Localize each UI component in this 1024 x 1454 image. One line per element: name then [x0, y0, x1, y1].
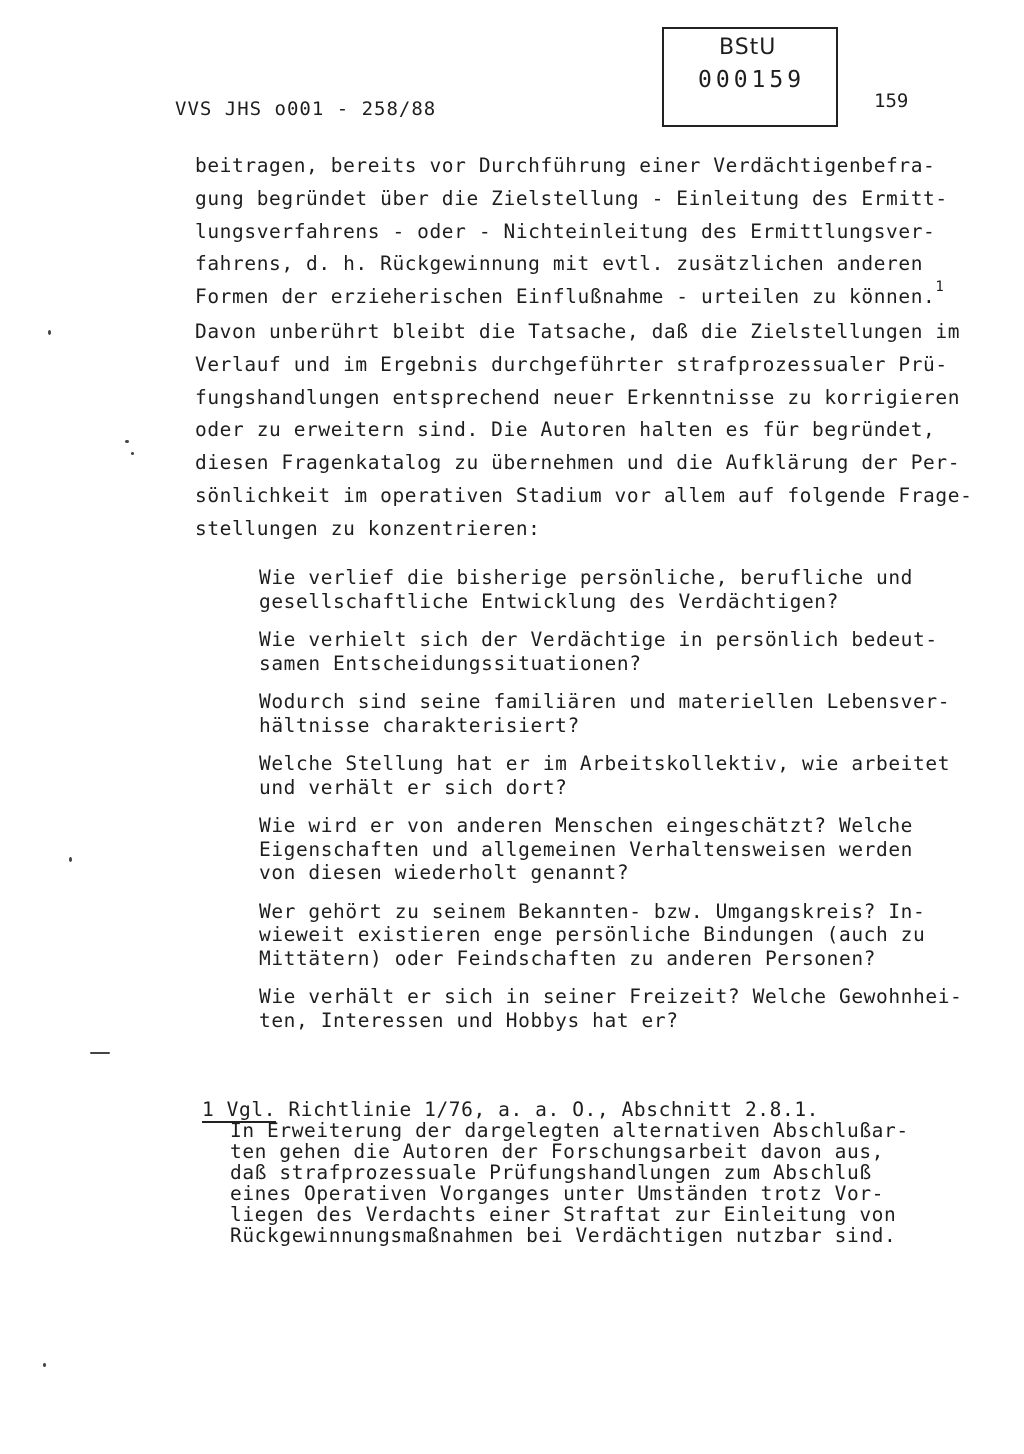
scan-speck	[43, 1363, 46, 1367]
footnote-line: ten gehen die Autoren der Forschungsarbeit davon aus,	[230, 1140, 885, 1163]
body-line: fungshandlungen entsprechend neuer Erkenntnisse zu korrigieren	[195, 385, 961, 409]
stamp-label: BStU	[719, 35, 777, 60]
question-line: wieweit existieren enge persönliche Bindungen (auch zu	[259, 923, 926, 946]
footnote-line: eines Operativen Vorganges unter Umständen trotz Vor-	[230, 1182, 885, 1205]
question-list	[259, 566, 999, 1047]
question-line: ten, Interessen und Hobbys hat er?	[259, 1008, 679, 1032]
question-item	[259, 985, 999, 1032]
question-item	[259, 752, 999, 799]
question-item	[259, 566, 999, 613]
body-line: beitragen, bereits vor Durchführung einer Verdächtigenbefra-	[195, 154, 936, 177]
body-line: Davon unberührt bleibt die Tatsache, daß die Zielstellungen im	[195, 319, 961, 343]
body-line: oder zu erweitern sind. Die Autoren halten es für begründet,	[195, 418, 936, 442]
body-line: sönlichkeit im operativen Stadium vor allem auf folgende Frage-	[195, 483, 973, 507]
question-line: Eigenschaften und allgemeinen Verhaltensweisen werden	[259, 837, 914, 861]
question-line: von diesen wiederholt genannt?	[259, 861, 630, 884]
question-line: und verhält er sich dort?	[259, 775, 568, 799]
page-number: 159	[874, 90, 909, 112]
body-line-text: Formen der erzieherischen Einflußnahme - urteilen zu können.	[195, 285, 936, 309]
body-line: stellungen zu konzentrieren:	[195, 516, 541, 540]
question-item	[259, 628, 999, 675]
scan-speck	[125, 440, 129, 443]
scan-speck	[69, 857, 72, 862]
question-line: Welche Stellung hat er im Arbeitskollektiv, wie arbeitet	[259, 752, 951, 775]
question-line: Wie verhält er sich in seiner Freizeit? Welche Gewohnhei-	[259, 985, 963, 1008]
footnote-first-line	[202, 1099, 962, 1120]
question-line: Wodurch sind seine familiären und materiellen Lebensver-	[259, 690, 951, 713]
question-line: Wie verhielt sich der Verdächtige in persönlich bedeut-	[259, 628, 938, 651]
footnote-citation: Richtlinie 1/76, a. a. O., Abschnitt 2.8.1.	[276, 1098, 820, 1121]
stamp-number: 000159	[698, 67, 806, 93]
footnote-line: daß strafprozessuale Prüfungshandlungen zum Abschluß	[230, 1161, 872, 1184]
body-paragraph	[195, 150, 995, 546]
footnote-line: liegen des Verdachts einer Straftat zur Einleitung von	[230, 1203, 897, 1226]
question-item	[259, 814, 999, 885]
question-line: Wer gehört zu seinem Bekannten- bzw. Umgangskreis? In-	[259, 899, 926, 923]
question-line: hältnisse charakterisiert?	[259, 713, 580, 737]
question-line: gesellschaftliche Entwicklung des Verdächtigen?	[259, 589, 839, 613]
body-line	[195, 281, 995, 316]
archive-stamp	[662, 27, 838, 127]
question-line: samen Entscheidungssituationen?	[259, 651, 642, 675]
scan-speck	[131, 452, 134, 455]
scan-speck	[90, 1052, 110, 1054]
body-line: diesen Fragenkatalog zu übernehmen und die Aufklärung der Per-	[195, 451, 961, 475]
footnote	[202, 1099, 962, 1246]
footnote-marker: 1 Vgl.	[202, 1098, 277, 1121]
footnote-line: Rückgewinnungsmaßnahmen bei Verdächtigen nutzbar sind.	[230, 1224, 897, 1247]
body-line: Verlauf und im Ergebnis durchgeführter strafprozessualer Prü-	[195, 352, 948, 376]
footnote-line: In Erweiterung der dargelegten alternativen Abschlußar-	[230, 1119, 909, 1142]
body-line: gung begründet über die Zielstellung - Einleitung des Ermitt-	[195, 186, 948, 210]
question-item	[259, 690, 999, 737]
body-line: fahrens, d. h. Rückgewinnung mit evtl. zusätzlichen anderen	[195, 252, 924, 276]
question-line: Wie verlief die bisherige persönliche, berufliche und	[259, 566, 914, 589]
question-line: Wie wird er von anderen Menschen eingeschätzt? Welche	[259, 814, 914, 837]
body-line: lungsverfahrens - oder - Nichteinleitung des Ermittlungsver-	[195, 219, 936, 243]
question-item	[259, 900, 999, 971]
footnote-reference: 1	[935, 279, 945, 296]
question-line: Mittätern) oder Feindschaften zu anderen Personen?	[259, 946, 876, 970]
scan-speck	[48, 330, 51, 335]
document-reference: VVS JHS o001 - 258/88	[175, 98, 437, 120]
